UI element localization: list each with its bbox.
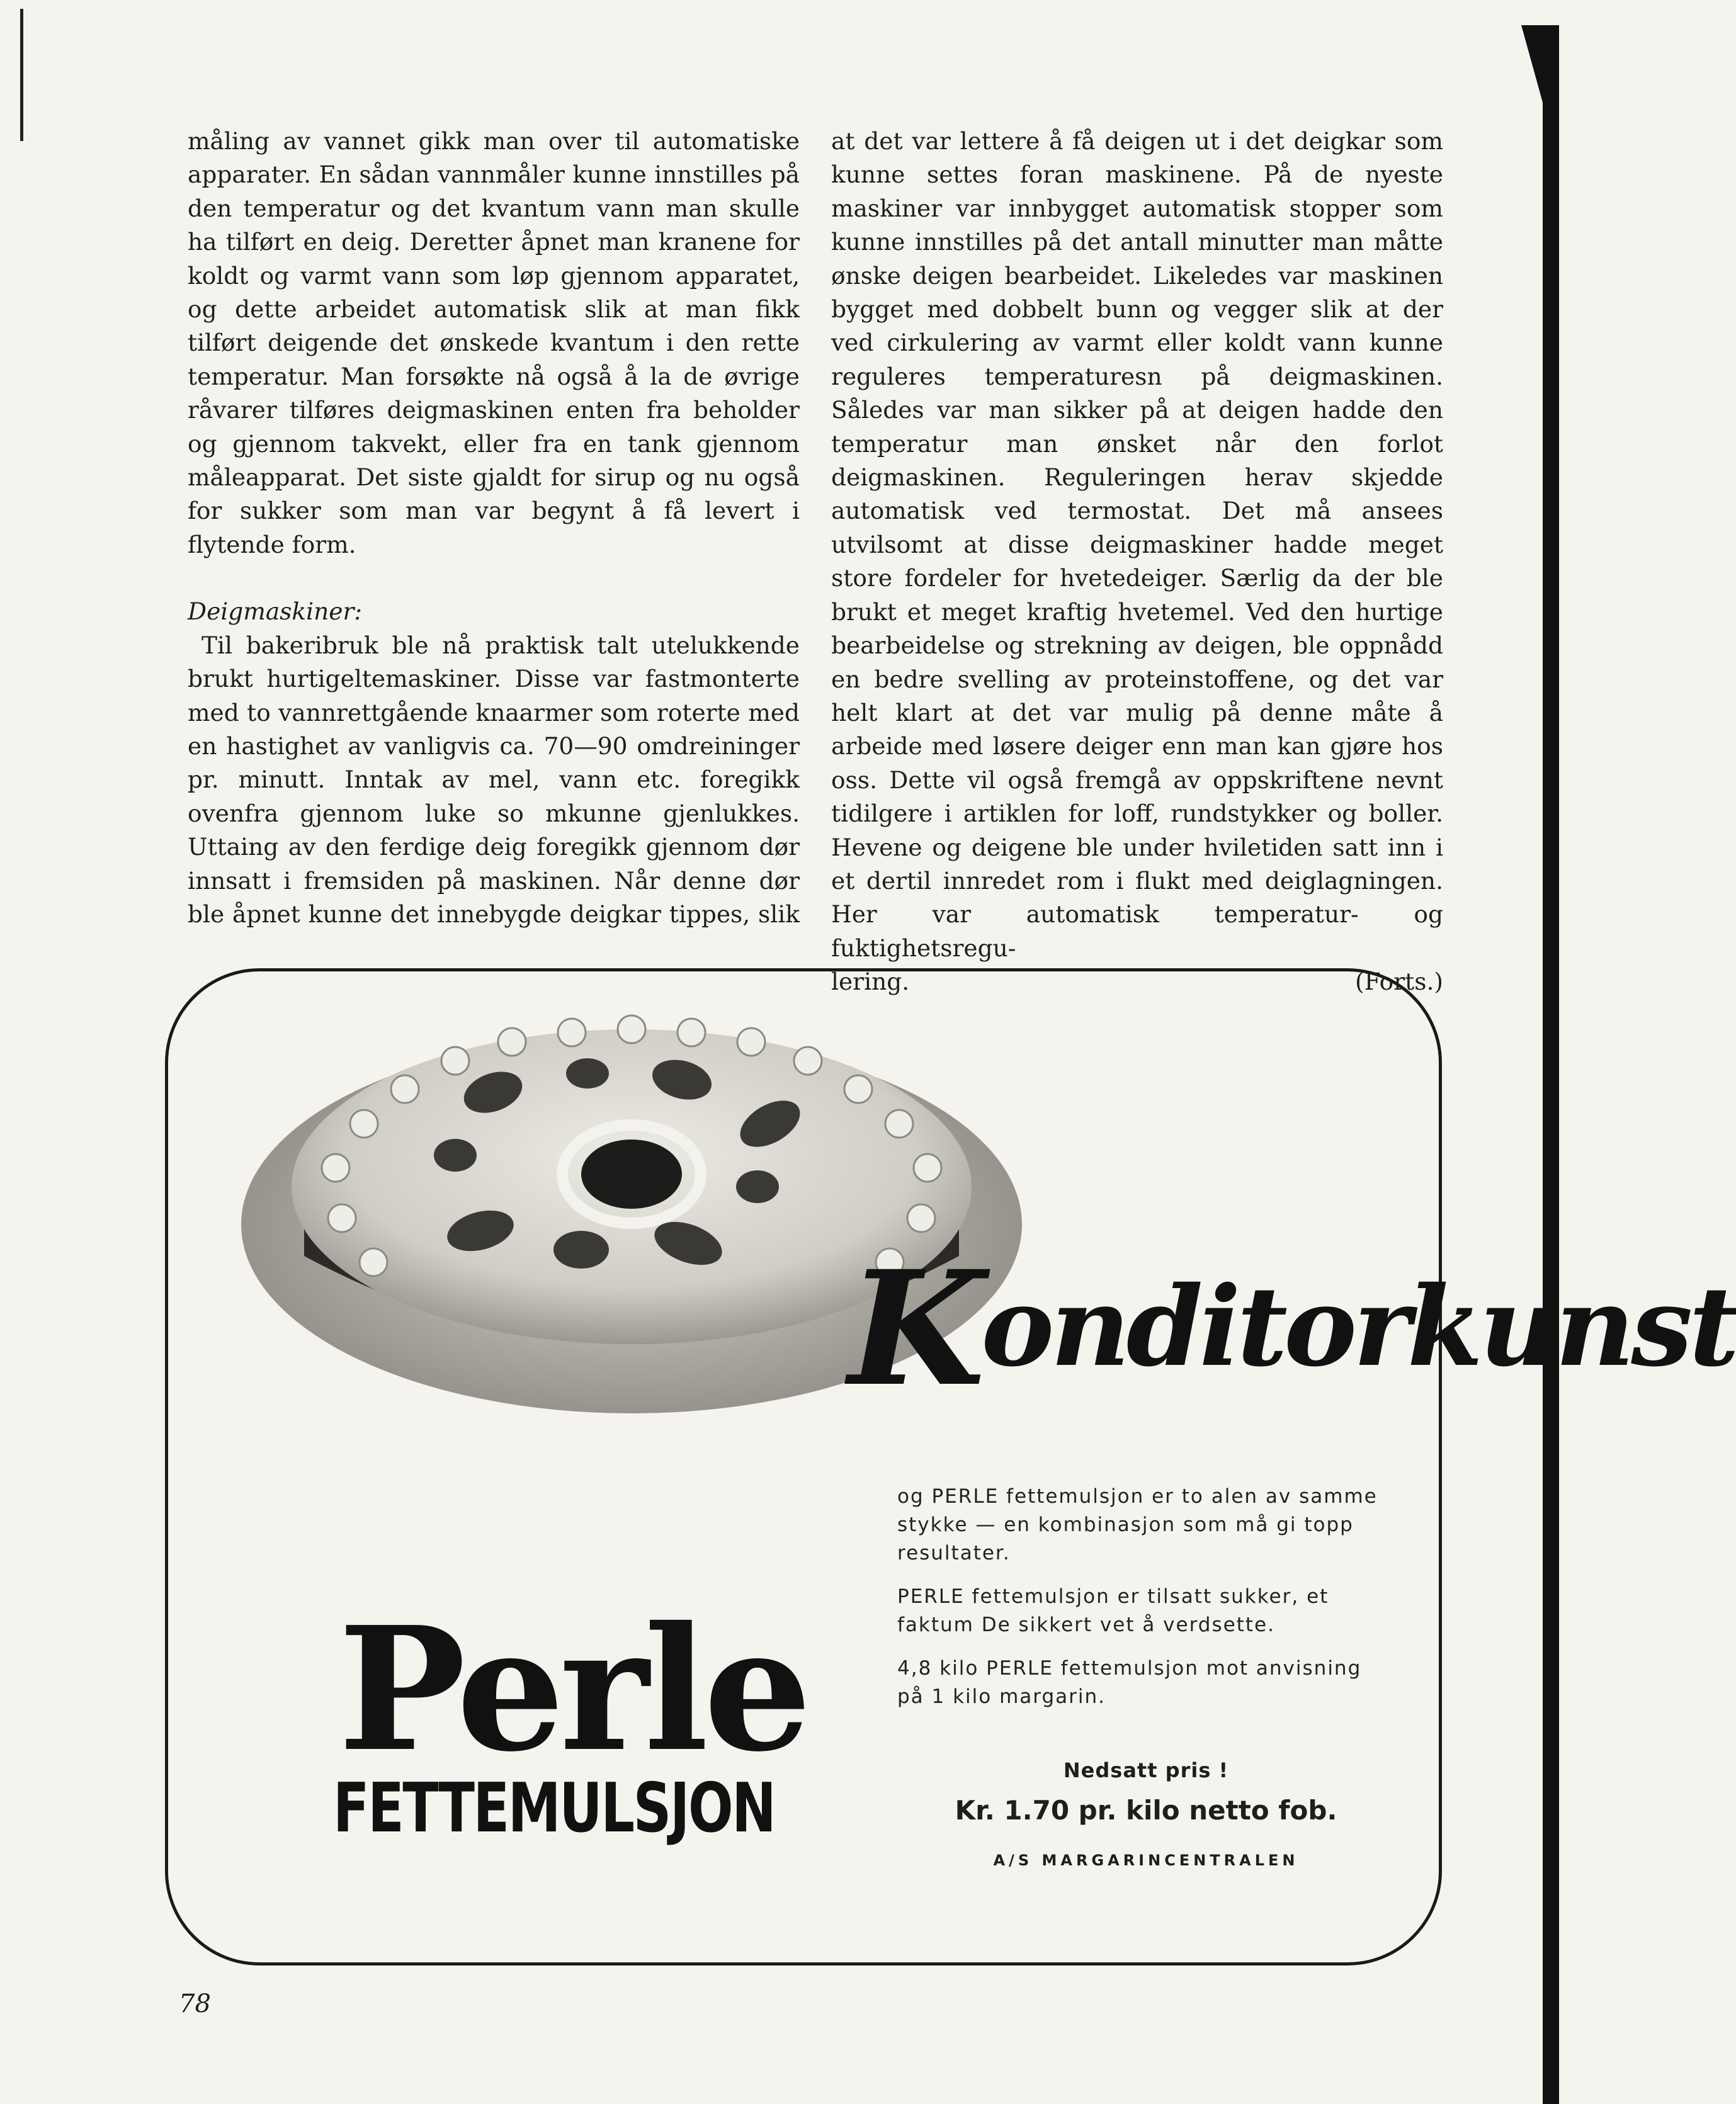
company-name: A/S MARGARINCENTRALEN	[993, 1852, 1299, 1869]
advertisement	[165, 968, 1736, 1965]
section-heading-deigmaskiner: Deigmaskiner:	[188, 597, 363, 626]
left-paragraph-2: Til bakeribruk ble nå praktisk talt utelukkende brukt hurtigeltemaskiner. Disse var fastmonterte med to vannrettgående knaarmer som roterte med en hastighet av vanligvis ca. 70—90 omdreininger pr. minutt. Inntak av mel, vann etc. foregikk ovenfra gjennom luke so mkunne gjenlukkes. Uttaing av den ferdige deig foregikk gjennom dør innsatt i fremsiden på maskinen. Når denne dør ble åpnet kunne det innebygde deigkar tippes, slik	[188, 631, 800, 928]
script-capital: K	[848, 1236, 982, 1421]
right-column	[831, 125, 1443, 999]
closing-word: lering.	[831, 968, 910, 996]
scan-edge-right	[1543, 25, 1559, 2104]
ad-body	[897, 1483, 1395, 1726]
left-paragraph-1: måling av vannet gikk man over til automatiske apparater. En sådan vannmåler kunne innstilles på den temperatur og det kvantum vann man skulle ha tilført en deig. Deretter åpnet man kranene for koldt og varmt vann som løp gjennom apparatet, og dette arbeidet automatisk slik at man fikk tilført deigende det ønskede kvantum i den rette temperatur. Man forsøkte nå også å la de øvrige råvarer tilføres deigmaskinen enten fra beholder og gjennom takvekt, eller fra en tank gjennom måleapparat. Det siste gjaldt for sirup og nu også for sukker som man var begynt å få levert i flytende form.	[188, 127, 800, 558]
price-heading: Nedsatt pris !	[1063, 1758, 1229, 1782]
left-column	[188, 125, 800, 931]
perle-logo: Perle	[338, 1589, 807, 1789]
scan-edge-left	[20, 9, 23, 141]
konditorkunst-title	[848, 1217, 1736, 1421]
right-paragraph-1: at det var lettere å få deigen ut i det deigkar som kunne settes foran maskinene. På de nyeste maskiner var innbygget automatisk stopper som kunne innstilles på det antall minutter man måtte ønske deigen bearbeidet. Likeledes var maskinen bygget med dobbelt bunn og vegger slik at der ved cirkulering av varmt eller koldt vann kunne reguleres temperaturesn på deigmaskinen. Således var man sikker på at deigen hadde den temperatur man ønsket når den forlot deigmaskinen. Reguleringen herav skjedde automatisk ved termostat. Det må ansees utvilsomt at disse deigmaskiner hadde meget store fordeler for hvetedeiger. Særlig da der ble brukt et meget kraftig hvetemel. Ved den hurtige bearbeidelse og strekning av deigen, ble oppnådd en bedre svelling av proteinstoffene, og det var helt klart at det var mulig på denne måte å arbeide med løsere deiger enn man kan gjøre hos oss. Dette vil også fremgå av oppskriftene nevnt tidilgere i artiklen for loff, rundstykker og boller. Hevene og deigene ble under hviletiden satt inn i et dertil innredet rom i flukt med deiglagningen. Her var automatisk temperatur- og fuktighetsregu-	[831, 127, 1443, 962]
ad-text-1: og PERLE fettemulsjon er to alen av samme stykke — en kombinasjon som må gi topp resultater.	[897, 1485, 1378, 1564]
ad-text-2: PERLE fettemulsjon er tilsatt sukker, et faktum De sikkert vet å verdsette.	[897, 1585, 1329, 1636]
price: Kr. 1.70 pr. kilo netto fob.	[955, 1795, 1337, 1826]
ad-text-3: 4,8 kilo PERLE fettemulsjon mot anvisning på 1 kilo margarin.	[897, 1657, 1362, 1708]
continued-marker: (Forts.)	[1355, 968, 1443, 996]
page-number: 78	[179, 1989, 211, 2018]
fettemulsjon-logo: FETTEMULSJON	[333, 1769, 775, 1848]
script-rest: onditorkunst	[981, 1263, 1736, 1391]
